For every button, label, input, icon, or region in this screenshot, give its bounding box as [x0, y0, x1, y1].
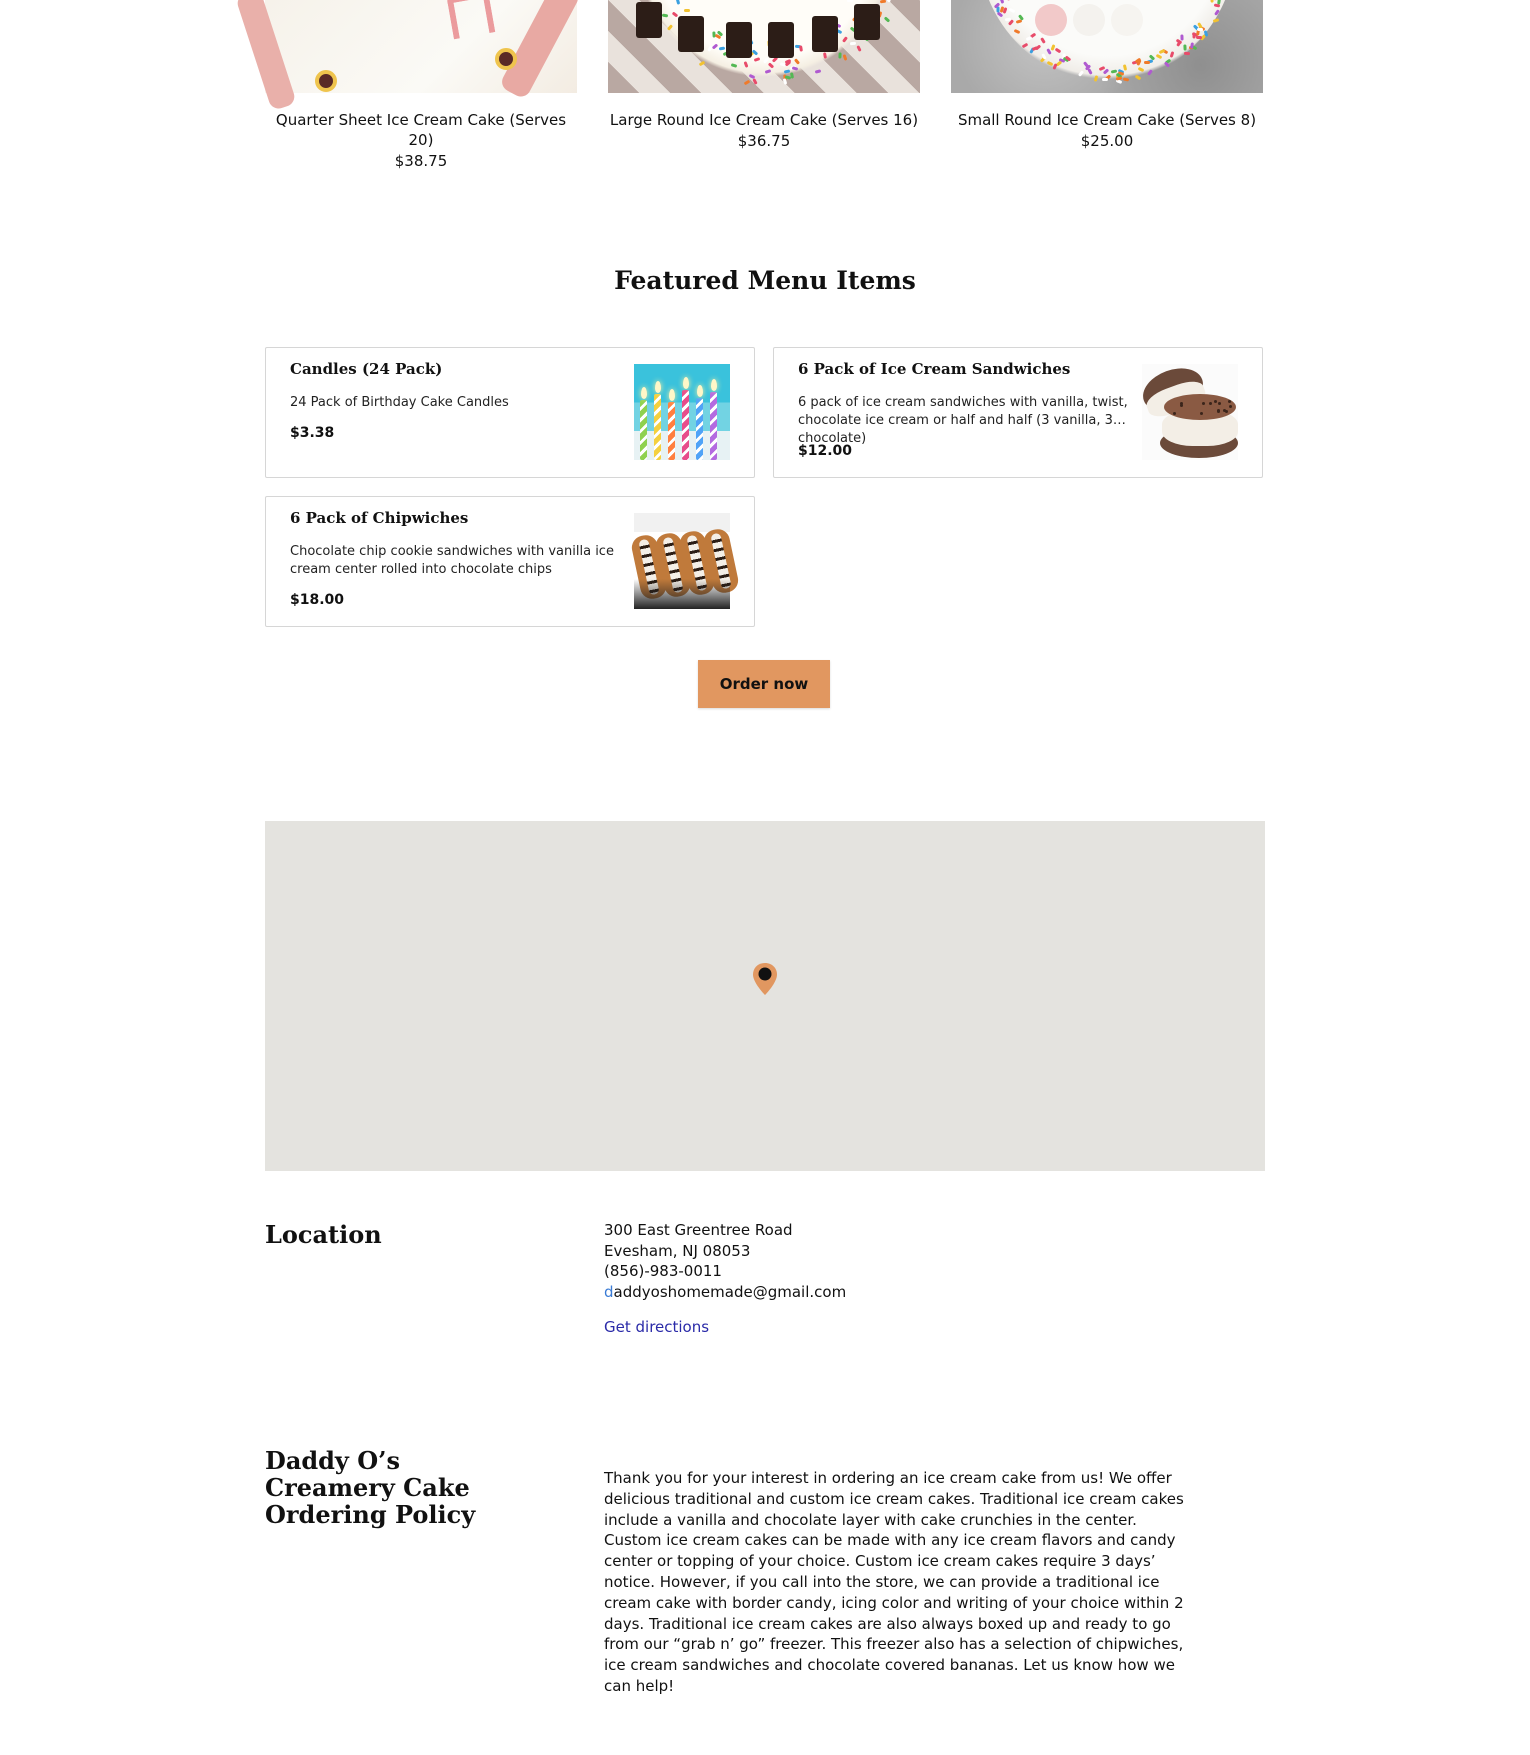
candle-decor — [654, 394, 661, 460]
menu-item-price: $12.00 — [798, 443, 853, 459]
icing-letter-decor — [447, 0, 496, 39]
menu-item-description: 6 pack of ice cream sandwiches with vanilla, twist, chocolate ice cream or half and half (3 vanilla, 3 chocolate) — [798, 395, 1128, 446]
chocolate-decor — [768, 22, 794, 58]
chocolate-decor — [726, 22, 752, 58]
candle-decor — [682, 390, 689, 460]
product-price: $38.75 — [394, 152, 448, 170]
address-line-1: 300 East Greentree Road — [604, 1221, 793, 1239]
product-name[interactable]: Large Round Ice Cream Cake (Serves 16) — [609, 111, 919, 129]
cookie-dot-decor — [1173, 412, 1176, 415]
chocolate-decor — [854, 4, 880, 40]
policy-text: Thank you for your interest in ordering an ice cream cake from us! We offer delicious traditional and custom ice cream cakes. Traditional ice cream cakes include a vanilla and chocolate layer with cake crunchies in the center. Custom ice cream cakes can be made with any ice cream flavors and candy center or topping of your choice. Custom ice cream cakes require 3 days’ notice. However, if you call into the store, we can provide a traditional ice cream cake with border candy, icing color and writing of your choice within 2 days. Traditional ice cream cakes are also always boxed up and ready to go from our “grab n’ go” freezer. This freezer also has a selection of chipwiches, ice cream sandwiches and chocolate covered bananas. Let us know how we can help! — [604, 1469, 1184, 1695]
flame-decor — [669, 389, 675, 401]
flame-decor — [711, 379, 717, 391]
flame-decor — [641, 387, 647, 399]
candle-decor — [640, 400, 647, 460]
product-card-large-round[interactable] — [608, 0, 920, 151]
sprinkle-decor — [1204, 30, 1209, 37]
product-price: $25.00 — [1080, 132, 1134, 150]
sprinkle-decor — [1144, 61, 1150, 64]
sprinkle-decor — [1184, 52, 1190, 55]
menu-item-card-chipwiches[interactable] — [265, 496, 755, 627]
location-details — [604, 1220, 846, 1302]
menu-item-title: Candles (24 Pack) — [290, 360, 443, 378]
candle-decor — [668, 402, 675, 460]
chipwich-image — [634, 513, 730, 609]
map-pin-icon[interactable] — [752, 962, 778, 996]
menu-item-price: $18.00 — [290, 592, 345, 608]
flame-decor — [697, 385, 703, 397]
cookie-decor — [1164, 394, 1236, 420]
rose-decor — [1073, 4, 1105, 36]
sprinkle-decor — [823, 52, 827, 58]
candle-decor — [696, 398, 703, 460]
get-directions-link[interactable]: Get directions — [604, 1318, 710, 1336]
icing-border-decor — [235, 0, 297, 111]
menu-item-description: Chocolate chip cookie sandwiches with vanilla ice cream center rolled into chocolate chips — [290, 544, 614, 577]
chocolate-decor — [678, 16, 704, 52]
email-first-letter: d — [604, 1282, 614, 1301]
quarter-sheet-cake-image[interactable] — [265, 0, 577, 93]
menu-item-card-candles[interactable] — [265, 347, 755, 478]
menu-item-description: 24 Pack of Birthday Cake Candles — [290, 395, 509, 410]
product-name[interactable]: Small Round Ice Cream Cake (Serves 8) — [957, 111, 1257, 129]
sprinkle-decor — [1180, 34, 1183, 40]
location-map[interactable] — [265, 821, 1265, 1171]
email-rest: addyoshomemade@gmail.com — [613, 1282, 847, 1301]
product-price: $36.75 — [737, 132, 791, 150]
flower-decor — [315, 70, 337, 92]
small-round-cake-image[interactable] — [951, 0, 1263, 93]
menu-item-title: 6 Pack of Chipwiches — [290, 509, 469, 527]
sprinkle-decor — [1005, 17, 1011, 21]
sprinkle-decor — [884, 16, 890, 22]
chocolate-decor — [636, 2, 662, 38]
flame-decor — [683, 377, 689, 389]
large-round-cake-image[interactable] — [608, 0, 920, 93]
sprinkle-decor — [1197, 28, 1203, 31]
flower-decor — [495, 48, 517, 70]
candles-image — [634, 364, 730, 460]
order-now-button[interactable]: Order now — [698, 660, 830, 708]
rose-decor — [1111, 4, 1143, 36]
location-heading: Location — [265, 1220, 382, 1249]
sprinkle-decor — [847, 0, 853, 2]
cookie-dot-decor — [1180, 404, 1183, 407]
product-card-small-round[interactable] — [951, 0, 1263, 151]
menu-item-card-ice-cream-sandwiches[interactable] — [773, 347, 1263, 478]
rose-decor — [1035, 4, 1067, 36]
flame-decor — [655, 381, 661, 393]
email-address[interactable] — [604, 1282, 846, 1303]
cookie-dot-decor — [1202, 402, 1205, 405]
candle-decor — [710, 392, 717, 460]
sprinkle-decor — [1212, 18, 1219, 23]
policy-heading: Daddy O’s Creamery Cake Ordering Policy — [265, 1446, 476, 1529]
address-line-2: Evesham, NJ 08053 — [604, 1241, 751, 1260]
sprinkle-decor — [684, 9, 690, 12]
sprinkle-decor — [1123, 77, 1130, 81]
sprinkle-decor — [1190, 42, 1194, 48]
phone-number[interactable]: (856)-983-0011 — [604, 1262, 722, 1280]
image-shadow — [634, 579, 730, 609]
featured-section-title: Featured Menu Items — [614, 266, 916, 295]
ice-cream-sandwich-image — [1142, 364, 1238, 460]
chocolate-decor — [812, 16, 838, 52]
sprinkle-decor — [1183, 44, 1186, 50]
menu-item-price: $3.38 — [290, 425, 335, 441]
product-card-quarter-sheet[interactable] — [265, 0, 577, 171]
cookie-dot-decor — [1209, 402, 1212, 405]
sprinkle-decor — [1000, 0, 1004, 3]
product-name[interactable]: Quarter Sheet Ice Cream Cake (Serves 20) — [275, 111, 567, 149]
cookie-dot-decor — [1228, 400, 1231, 403]
sprinkle-decor — [1196, 36, 1202, 39]
menu-item-title: 6 Pack of Ice Cream Sandwiches — [798, 360, 1071, 378]
